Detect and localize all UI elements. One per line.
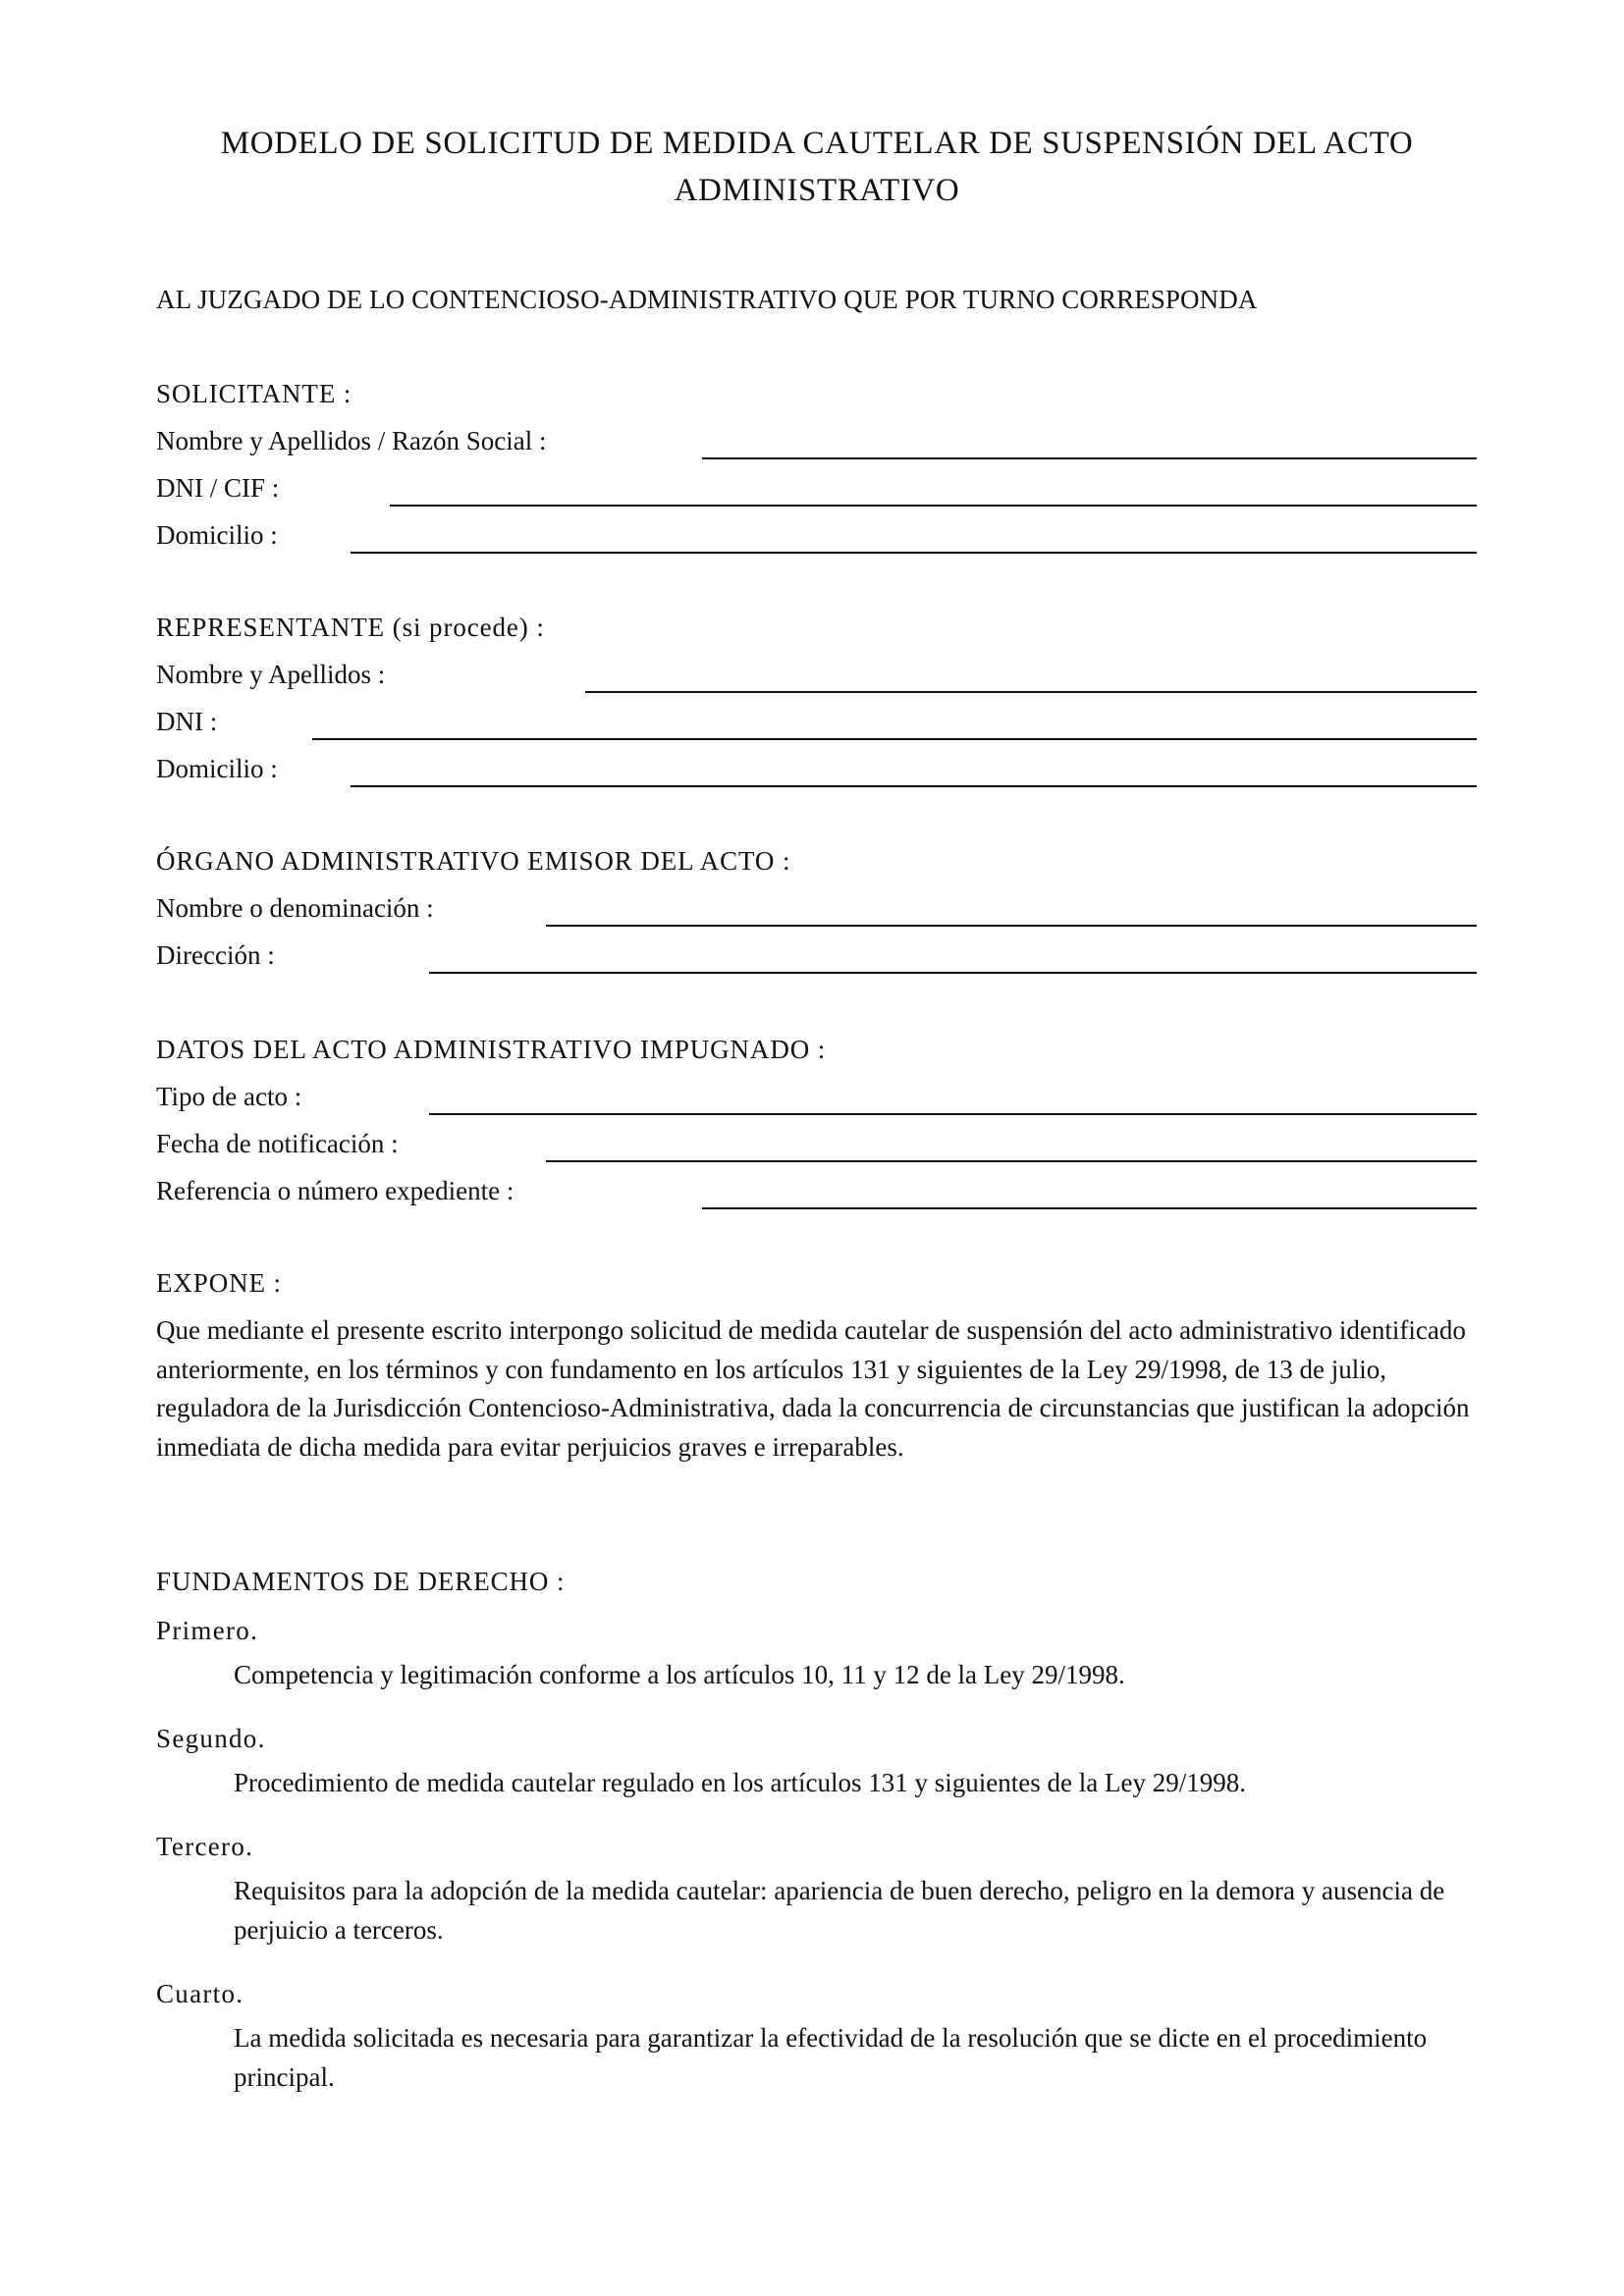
ground-title-primero: Primero. — [156, 1616, 259, 1645]
representante-id-field[interactable] — [312, 738, 1477, 740]
section-heading-organo: ÓRGANO ADMINISTRATIVO EMISOR DEL ACTO : — [156, 846, 791, 876]
acto-type-field[interactable] — [429, 1113, 1477, 1115]
label-representante-name: Nombre y Apellidos : — [156, 660, 386, 689]
document-title: MODELO DE SOLICITUD DE MEDIDA CAUTELAR DE SUSPENSIÓN DEL ACTO ADMINISTRATIVO — [220, 126, 1414, 208]
label-acto-type: Tipo de acto : — [156, 1082, 302, 1111]
label-solicitante-id: DNI / CIF : — [156, 473, 280, 503]
section-heading-solicitante: SOLICITANTE : — [156, 379, 352, 408]
label-representante-address: Domicilio : — [156, 754, 278, 783]
ground-title-segundo: Segundo. — [156, 1724, 266, 1753]
ground-text-segundo: Procedimiento de medida cautelar regulado en los artículos 131 y siguientes de la Ley 29/1998. — [234, 1768, 1246, 1797]
representante-name-field[interactable] — [585, 691, 1477, 693]
ground-text-tercero: Requisitos para la adopción de la medida cautelar: apariencia de buen derecho, peligro en la demora y ausencia de perjuicio a terceros. — [234, 1876, 1445, 1945]
ground-title-cuarto: Cuarto. — [156, 1979, 244, 2008]
representante-address-field[interactable] — [351, 785, 1477, 787]
expone-paragraph: Que mediante el presente escrito interpongo solicitud de medida cautelar de suspensión del acto administrativo identificado anteriormente, en los términos y con fundamento en los artículos 131 y siguientes de la Ley 29/1998, de 13 de julio, reguladora de la Jurisdicción Contencioso-Administrativa, dada la concurrencia de circunstancias que justifican la adopción inmediata de dicha medida para evitar perjuicios graves e irreparables. — [156, 1315, 1470, 1462]
organo-name-field[interactable] — [546, 925, 1477, 927]
section-heading-representante: REPRESENTANTE (si procede) : — [156, 613, 545, 642]
label-acto-reference: Referencia o número expediente : — [156, 1176, 514, 1205]
solicitante-id-field[interactable] — [390, 505, 1477, 507]
label-organo-address: Dirección : — [156, 940, 275, 970]
label-representante-id: DNI : — [156, 707, 218, 736]
section-heading-acto: DATOS DEL ACTO ADMINISTRATIVO IMPUGNADO : — [156, 1035, 827, 1064]
solicitante-address-field[interactable] — [351, 552, 1477, 554]
acto-reference-field[interactable] — [702, 1207, 1477, 1209]
label-acto-date: Fecha de notificación : — [156, 1129, 399, 1158]
ground-title-tercero: Tercero. — [156, 1832, 254, 1861]
label-solicitante-address: Domicilio : — [156, 520, 278, 550]
acto-date-field[interactable] — [546, 1160, 1477, 1162]
section-heading-fundamentos: FUNDAMENTOS DE DERECHO : — [156, 1567, 566, 1596]
label-solicitante-name: Nombre y Apellidos / Razón Social : — [156, 426, 547, 455]
label-organo-name: Nombre o denominación : — [156, 893, 434, 923]
section-heading-expone: EXPONE : — [156, 1268, 282, 1298]
ground-text-primero: Competencia y legitimación conforme a los artículos 10, 11 y 12 de la Ley 29/1998. — [234, 1660, 1125, 1689]
organo-address-field[interactable] — [429, 972, 1477, 974]
addressee-line: AL JUZGADO DE LO CONTENCIOSO-ADMINISTRATIVO QUE POR TURNO CORRESPONDA — [156, 285, 1258, 314]
ground-text-cuarto: La medida solicitada es necesaria para garantizar la efectividad de la resolución que se dicte en el procedimiento principal. — [234, 2023, 1428, 2092]
solicitante-name-field[interactable] — [702, 457, 1477, 459]
